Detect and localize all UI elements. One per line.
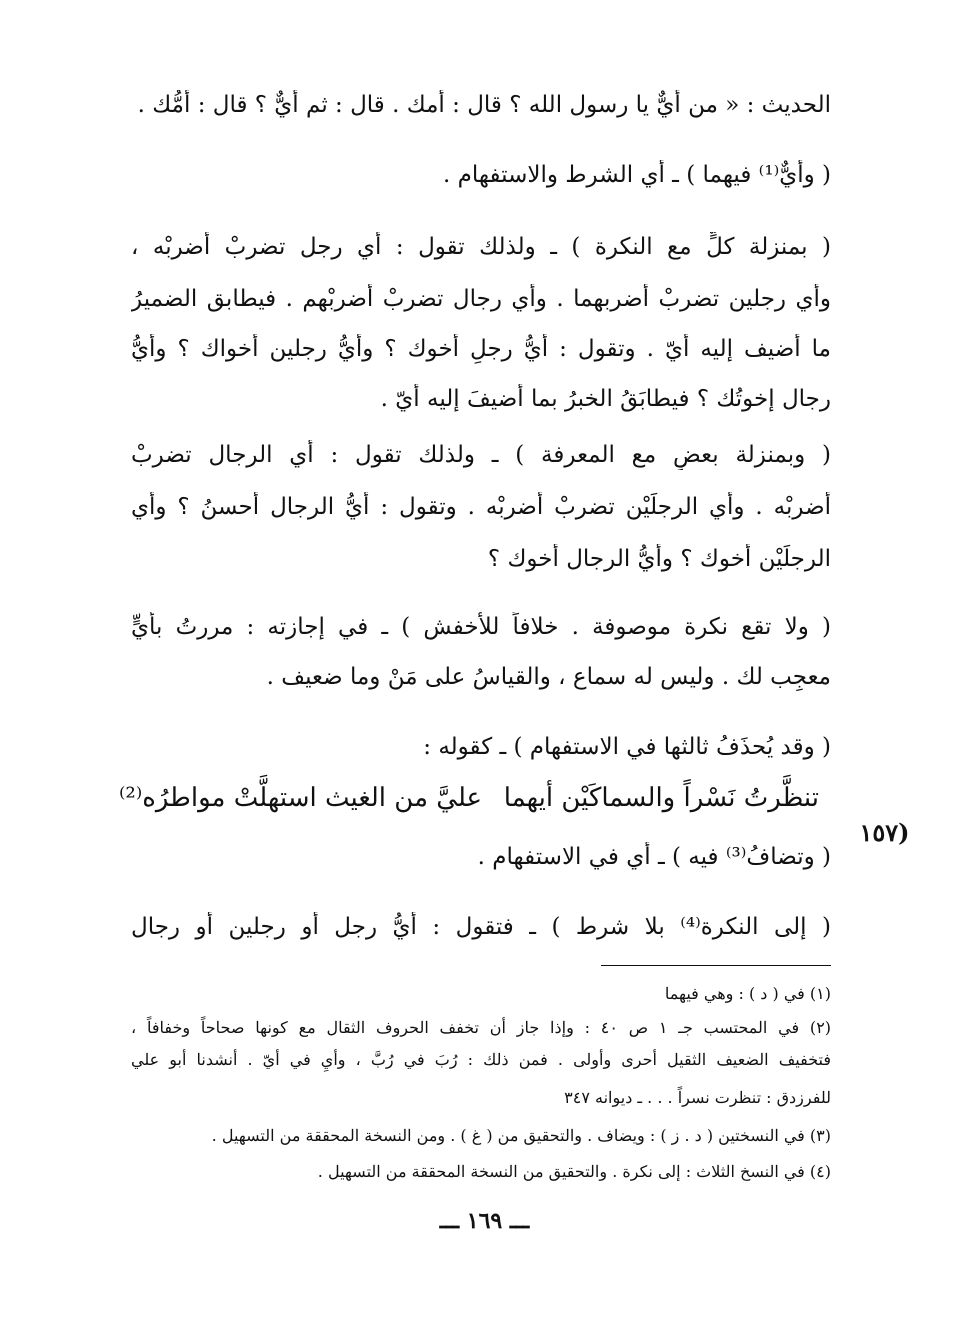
page-number: ـــ ١٦٩ ـــ	[439, 1208, 530, 1234]
footnote-2: (٢) في المحتسب جـ ١ ص ٤٠ : وإذا جاز أن تخفف الحروف الثقال مع كونها صحاحاً وخفافاً ،	[131, 1018, 831, 1037]
footnote-3: (٣) في النسختين ( د . ز ) : ويضاف . والتحقيق من ( غ ) . ومن النسخة المحققة من التسهيل .	[211, 1126, 831, 1145]
body-line-1: الحديث : « من أيٌّ يا رسول الله ؟ قال : أمك . قال : ثم أيٌّ ؟ قال : أمُّك .	[137, 92, 831, 118]
body-line-8: أضربْه . وأي الرجلَيْن تضربْ أضربْه . وتقول : أيُّ الرجال أحسنُ ؟ وأي	[131, 494, 831, 520]
body-line-13: ( وتضافُ⁽³⁾ فيه ) ـ أي في الاستفهام .	[477, 844, 831, 870]
footnote-4: (٤) في النسخ الثلاث : إلى نكرة . والتحقيق من النسخة المحققة من التسهيل .	[317, 1162, 831, 1181]
verse-hemistich-1: تنظَّرتُ نَسْراً والسماكَيْن أيهما	[503, 783, 819, 813]
body-line-7: ( وبمنزلة بعضٍ مع المعرفة ) ـ ولذلك تقول : أي الرجال تضربْ	[131, 442, 831, 468]
body-line-2: ( وأيٌّ⁽¹⁾ فيهما ) ـ أي الشرط والاستفهام .	[443, 162, 831, 188]
body-line-3: ( بمنزلة كلٍّ مع النكرة ) ـ ولذلك تقول : أي رجل تضربْ أضربْه ،	[131, 234, 831, 260]
body-line-9: الرجلَيْن أخوك ؟ وأيُّ الرجال أخوك ؟	[487, 546, 831, 572]
body-line-12: ( وقد يُحذَفُ ثالثها في الاستفهام ) ـ كقوله :	[423, 734, 831, 760]
verse-hemistich-2: عليَّ من الغيث استهلَّتْ مواطرُه⁽²⁾	[119, 783, 483, 813]
footnote-2-cont-1: فتخفيف الضعيف الثقيل أحرى وأولى . فمن ذلك : رُبَ في رُبَّ ، وأيِ في أيّ . أنشدنا أبو علي	[131, 1050, 831, 1069]
body-line-4: وأي رجلين تضربْ أضربهما . وأي رجال تضربْ أضربْهم . فيطابق الضميرُ	[131, 286, 831, 312]
body-line-14: ( إلى النكرة⁽⁴⁾ بلا شرط ) ـ فتقول : أيُّ رجل أو رجلين أو رجال	[131, 914, 831, 940]
poetry-verse	[119, 780, 819, 820]
footnote-2-cont-2: للفرزدق : تنظرت نسراً . . . ـ ديوانه ٣٤٧	[564, 1088, 831, 1107]
verse-number: (١٥٧	[859, 818, 910, 847]
body-line-10: ( ولا تقع نكرة موصوفة . خلافاً للأخفش ) ـ في إجازته : مررتُ بأيٍّ	[131, 614, 831, 640]
body-line-6: رجال إخوتُك ؟ فيطابَقُ الخبرُ بما أضيفَ إليه أيّ .	[380, 386, 831, 412]
footnote-divider	[601, 965, 831, 966]
footnote-1: (١) في ( د ) : وهي فيهما	[664, 984, 831, 1003]
body-line-11: معجِب لك . وليس له سماع ، والقياسُ على مَنْ وما ضعيف .	[266, 664, 831, 690]
body-line-5: ما أضيف إليه أيّ . وتقول : أيُّ رجلٍ أخوك ؟ وأيُّ رجلين أخواك ؟ وأيُّ	[131, 336, 831, 362]
